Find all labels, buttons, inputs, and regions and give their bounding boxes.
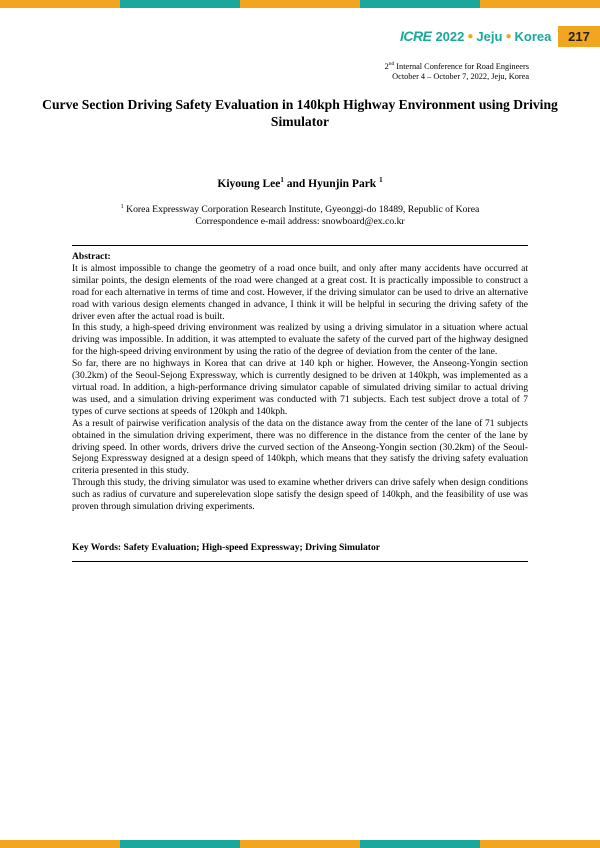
conference-dates: October 4 – October 7, 2022, Jeju, Korea	[392, 71, 529, 81]
conference-year: 2022	[435, 28, 465, 44]
abstract-heading: Abstract:	[72, 251, 111, 262]
conference-city: Jeju	[476, 28, 503, 44]
conference-name: 2nd Internal Conference for Road Engineers	[384, 61, 529, 71]
page-number: 217	[558, 26, 600, 47]
abstract-paragraph: So far, there are no highways in Korea that can drive at 140 kph or higher. However, the Anseong-Yongin section (30.2km) of the Seoul-Sejong Expressway, which is currently designed to be driven at 140kph, was implemented as a virtual road. In addition, a high-performance driving simulator capable of simulated driving similar to actual driving was used, and a simulation driving experiment was conducted with 71 subjects. Each test subject drove a total of 7 types of curve sections at speeds of 120kph and 140kph.	[72, 358, 528, 417]
top-color-stripe	[0, 0, 600, 8]
abstract-paragraph: As a result of pairwise verification analysis of the data on the distance away from the center of the lane of 71 subjects obtained in the simulation driving experiment, there was no difference in the distance from the center of the lane by driving speed. In other words, drivers drive the curved section of the Anseong-Yongin section (30.2km) of the Seoul-Sejong Expressway designed at a design speed of 140kph, which means that they satisfy the driving safety evaluation criteria presented in this study.	[72, 417, 528, 477]
correspondence-email: Correspondence e-mail address: snowboard@ex.co.kr	[195, 216, 405, 228]
abstract-paragraph: Through this study, the driving simulator was used to examine whether drivers can drive safely when design conditions such as radius of curvature and superelevation slope satisfy the design speed of 140kph, and the feasibility of use was proven through simulation driving experiments.	[72, 477, 528, 513]
affiliation-block	[0, 201, 600, 228]
divider-top	[72, 245, 528, 246]
abstract	[72, 251, 528, 513]
keywords: Key Words: Safety Evaluation; High-speed Expressway; Driving Simulator	[72, 542, 380, 553]
conference-info	[385, 59, 529, 82]
conference-acronym: ICRE	[400, 28, 432, 44]
bullet-dot: ●	[467, 30, 474, 42]
divider-bottom	[72, 561, 528, 562]
author-name: Hyunjin Park	[308, 177, 380, 190]
conference-logo	[400, 27, 551, 45]
conference-country: Korea	[514, 28, 552, 44]
bottom-color-stripe	[0, 840, 600, 848]
paper-title: Curve Section Driving Safety Evaluation in 140kph Highway Environment using Driving Simulator	[42, 97, 558, 129]
authors: Kiyoung Lee$^1$ and Hyunjin Park $^1$	[217, 176, 383, 190]
author-name: Kiyoung Lee	[217, 177, 281, 190]
abstract-paragraph: In this study, a high-speed driving environment was realized by using a driving simulator in a situation where actual driving was impossible. In addition, it was attempted to evaluate the safety of the curved part of the highway designed for the high-speed driving environment by using the ratio of the degree of deviation from the center of the lane.	[72, 322, 528, 358]
affiliation: $^1$ Korea Expressway Corporation Research Institute, Gyeonggi-do 18489, Republic of Korea	[120, 204, 480, 216]
bullet-dot: ●	[505, 30, 512, 42]
abstract-paragraph: It is almost impossible to change the geometry of a road once built, and only after many accidents have occurred at similar points, the design elements of the road were changed at a great cost. It is practically impossible to construct a road for each alternative in terms of time and cost. However, if the driving simulator can be used to drive an alternative road with various design elements changed in advance, I think it will be helpful in securing the driving safety of the driver even after the actual road is built.	[72, 262, 528, 322]
